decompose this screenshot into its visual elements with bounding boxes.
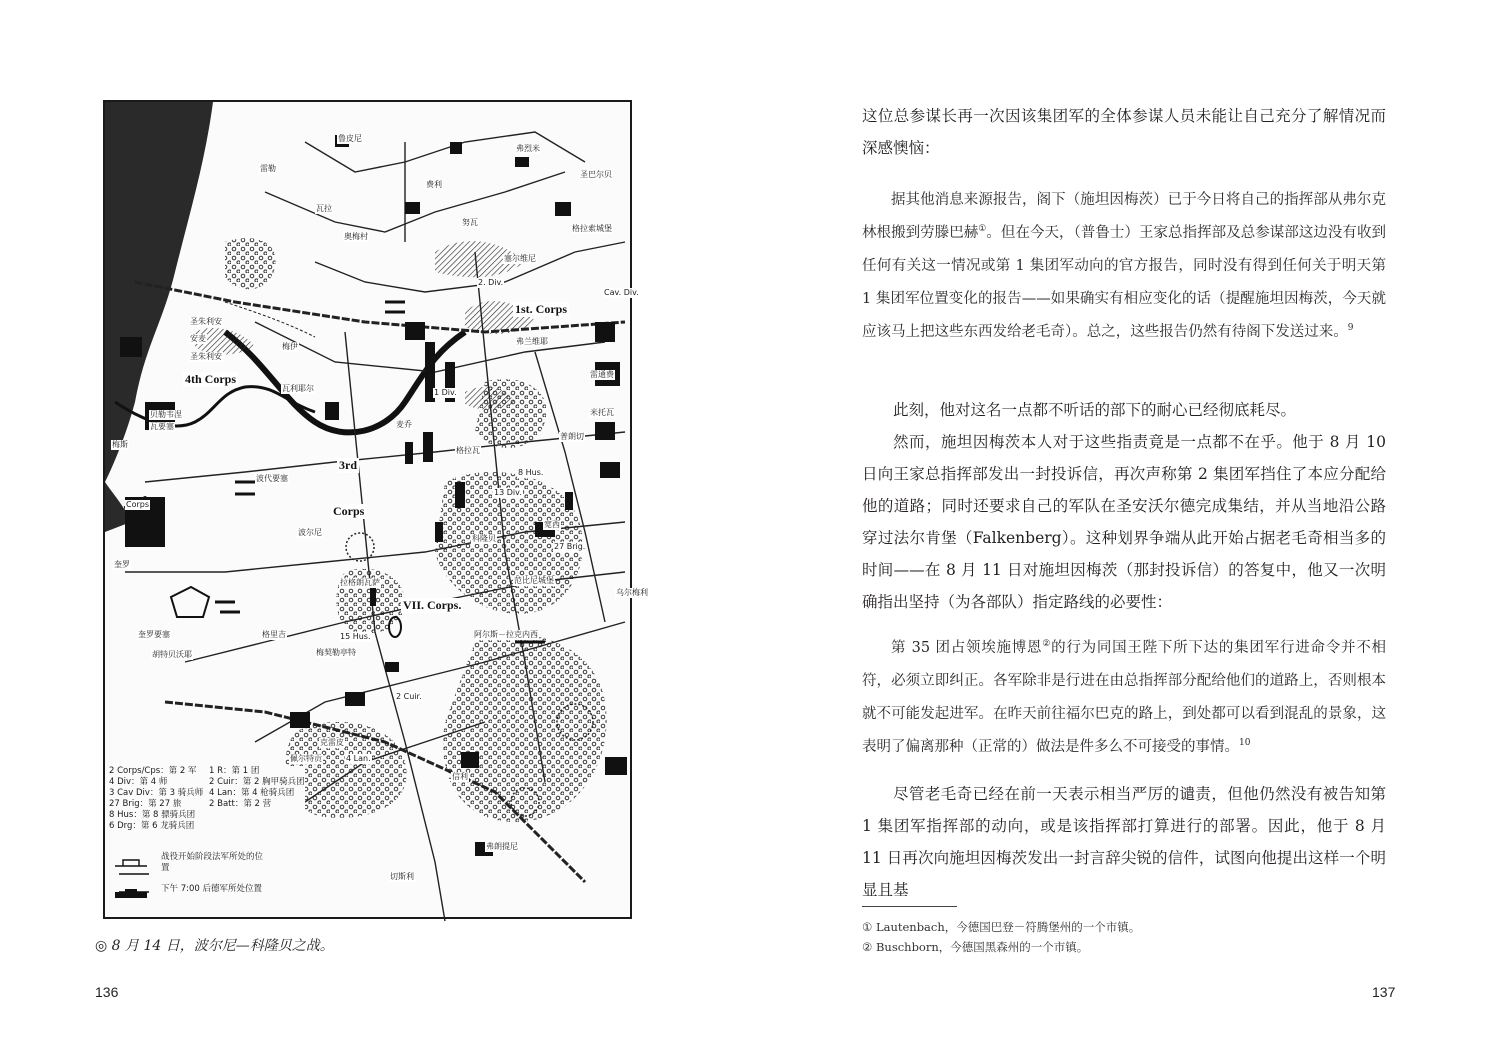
footnote-marker: ② [1042, 639, 1052, 650]
footnotes [862, 917, 1386, 957]
page-number: 137 [1372, 984, 1396, 1000]
legend-item: 1 R：第 1 团 [209, 766, 260, 776]
legend-item: 2 Batt：第 2 营 [209, 799, 272, 809]
block-quote [862, 632, 1386, 764]
french-position-symbol [113, 856, 149, 868]
footnote-marker: ① [978, 224, 987, 235]
map-label-place: 弗烈米 [516, 144, 540, 153]
paragraph: 然而，施坦因梅茨本人对于这些指责竟是一点都不在乎。他于 8 月 10 日向王家总指挥部发出一封投诉信，再次声称第 2 集团军挡住了本应分配给他的道路；同时还要求自己的军队在圣安沃尔德完成集结，并从当地沿公路穿过法尔肯堡（Falkenberg）。这种划界争端从此开始占据老毛奇相当多的时间——在 8 月 11 日对施坦因梅茨（那封投诉信）的答复中，他又一次明确指出坚持（为各部队）指定路线的必要性： [862, 433, 1386, 611]
map-unit-label: 2 Cuir. [396, 692, 422, 701]
map-label-place: 宽西 [544, 520, 560, 529]
endnote-marker: 9 [1347, 323, 1354, 334]
map-label-place: 范比尼城堡 [514, 576, 554, 585]
footnote-divider [862, 906, 957, 907]
map-label-place: 乌尔梅利 [616, 588, 648, 597]
legend-symbol-row [113, 852, 283, 884]
map-label-place: 佩尔特贡 [290, 754, 322, 763]
paragraph: 此刻，他对这名一点都不听话的部下的耐心已经彻底耗尽。 [893, 401, 1297, 419]
map-unit-label: 8 Hus. [518, 468, 544, 477]
map-label-place: 梅契勒亭特 [316, 648, 356, 657]
map-label-place: 安麦 [190, 334, 206, 343]
map-unit-label: 15 Hus. [340, 632, 371, 641]
map-unit-label: 3rd [339, 458, 357, 472]
map-label-place: 圣朱利安 [190, 317, 222, 326]
map-label-place: 圣朱利安 [190, 352, 222, 361]
map-label-place: 瓦利耶尔 [282, 384, 314, 393]
map-label-place: 弗朗提尼 [486, 842, 518, 851]
map-label-place: 梅斯 [112, 440, 128, 449]
quote-text: 的行为同国王陛下所下达的集团军行进命令并不相符，必须立即纠正。各军除非是行进在由总指挥部分配给他们的道路上，否则根本就不可能发起进军。在昨天前往福尔巴克的路上，到处都可以看到混乱的景象，这表明了偏离那种（正常的）做法是件多么不可接受的事情。 [862, 640, 1386, 755]
map-label-place: 雷勒 [260, 164, 276, 173]
map-unit-label: 13 Div. [494, 488, 522, 497]
map-unit-label: Corps [333, 504, 365, 518]
map-unit-label: 4th Corps [185, 372, 237, 386]
map-label-place: 胡特贝沃耶 [152, 650, 192, 659]
legend-symbol-label: 下午 7:00 后德军所处位置 [161, 884, 262, 894]
legend-item: 2 Corps/Cps：第 2 军 [109, 766, 197, 776]
map-label-place: 梅伊 [282, 342, 298, 351]
paragraph: 尽管老毛奇已经在前一天表示相当严厉的谴责，但他仍然没有被告知第 1 集团军指挥部的动向，或是该指挥部打算进行的部署。因此，他于 8 月 11 日再次向施坦因梅茨发出一封言辞尖锐的信件，试图向他提出这样一个明显且基 [862, 785, 1386, 899]
map-label-place: 弗兰维耶 [516, 337, 548, 346]
battle-map [103, 100, 648, 919]
map-label-place: 麦乔 [396, 420, 412, 429]
map-label-place: 格拉瓦 [456, 446, 480, 455]
map-label-place: 波代要塞 [256, 474, 288, 483]
legend-item: 2 Cuir：第 2 胸甲骑兵团 [209, 777, 305, 787]
map-label-place: 格拉索城堡 [572, 224, 612, 233]
endnote-marker: 10 [1239, 738, 1251, 749]
map-label-place: 米托瓦 [590, 408, 614, 417]
map-label-place: 波尔尼 [298, 528, 322, 537]
legend-item: 6 Drg：第 6 龙骑兵团 [109, 821, 195, 831]
map-label-place: 努瓦 [462, 218, 478, 227]
map-unit-label: VII. Corps. [403, 598, 462, 612]
map-label-place: 塞尔维尼 [504, 254, 536, 263]
map-caption: ◎ 8 月 14 日，波尔尼—科隆贝之战。 [95, 938, 334, 954]
footnote: ① Lautenbach，今德国巴登－符腾堡州的一个市镇。 [862, 920, 1141, 934]
map-label-place: 雷通费 [590, 370, 614, 379]
quote-text: 。但在今天，（普鲁士）王家总指挥部及总参谋部这边没有收到任何有关这一情况或第 1 集团军动向的官方报告，同时没有得到任何关于明天第 1 集团军位置变化的报告——如果确实有相应变化的话（提醒施坦因梅茨，今天就应该马上把这些东西发给老毛奇）。总之，这些报告仍然有待阁下发送过来。 [862, 225, 1387, 340]
block-quote [862, 184, 1386, 349]
quote-text: 据其他消息来源报告，阁下（施坦因梅茨）已于今日将自己的指挥部从弗尔克林根搬到劳滕巴赫 [862, 192, 1386, 241]
legend-item: 4 Div：第 4 师 [109, 777, 168, 787]
map-unit-label: Cav. Div. [604, 288, 639, 297]
map-legend [109, 766, 305, 832]
map-label-place: 普朗切 [560, 432, 584, 441]
map-label-place: 费利 [426, 180, 442, 189]
map-label-place: 格里吉 [262, 630, 286, 639]
german-position-symbol [113, 888, 149, 900]
paragraph: 这位总参谋长再一次因该集团军的全体参谋人员未能让自己充分了解情况而深感懊恼： [862, 107, 1386, 157]
page-number: 136 [95, 984, 119, 1000]
map-unit-label: 2. Div. [478, 278, 504, 287]
right-page [750, 0, 1500, 1054]
map-label-place: 阿尔斯－拉克内西 [474, 630, 538, 639]
map-unit-label: 1 Div. [434, 388, 457, 397]
legend-item: 27 Brig：第 27 旅 [109, 799, 182, 809]
map-label-place: 信利 [452, 772, 468, 781]
footnote: ② Buschborn，今德国黑森州的一个市镇。 [862, 940, 1089, 954]
map-label-place: 科隆贝 [472, 534, 496, 543]
legend-item: 4 Lan：第 4 枪骑兵团 [209, 788, 295, 798]
legend-symbol-row [113, 884, 283, 916]
map-unit-label: 1st. Corps [515, 302, 568, 316]
map-label-place: 奥梅村 [344, 232, 368, 241]
legend-item: 3 Cav Div：第 3 骑兵师 [109, 788, 204, 798]
legend-symbol-label: 战役开始阶段法军所处的位置 [161, 852, 264, 873]
map-label-place: 瓦要塞 [150, 422, 174, 431]
map-unit-label: 27 Brig. [554, 542, 586, 551]
map-label-place: 瓦拉 [316, 204, 332, 213]
map-label-place: 贝勒韦涅 [150, 410, 182, 419]
map-label-place: 拉格朗瓦萨 [340, 578, 380, 587]
legend-item [209, 821, 305, 832]
quote-text: 第 35 团占领埃施博恩 [891, 640, 1043, 656]
map-label-place: 鲁皮尼 [338, 134, 362, 143]
map-label-place: 奎罗 [114, 560, 130, 569]
legend-item: 8 Hus：第 8 骠骑兵团 [109, 810, 196, 820]
map-unit-label: Corps [126, 500, 150, 509]
map-label-place: 克雷皮 [320, 738, 344, 747]
map-unit-label: 4 Lan. [346, 754, 371, 763]
map-label-place: 奎罗要塞 [138, 630, 170, 639]
map-label-place: 圣巴尔贝 [580, 170, 612, 179]
legend-item [209, 810, 305, 821]
map-label-place: 切斯利 [390, 872, 414, 881]
legend-symbols [113, 852, 283, 916]
